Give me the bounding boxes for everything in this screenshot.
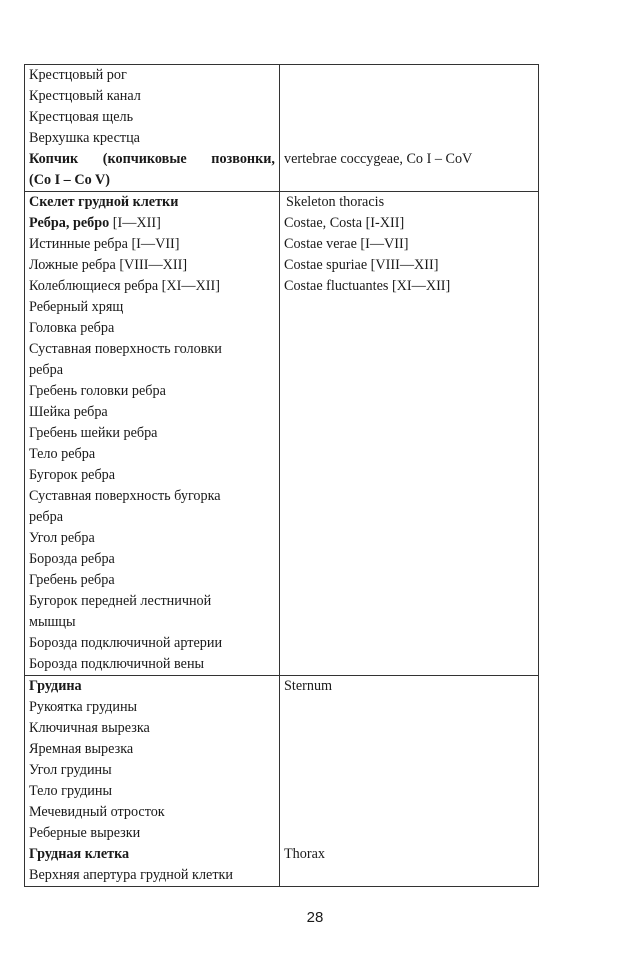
term-latin: Costae, Costa [I-XII] [284, 215, 405, 231]
section-heading-latin-thorax: Thorax [284, 846, 325, 862]
term-ru-ribs [29, 213, 275, 234]
blank-line [284, 739, 534, 760]
ribs-range: [I—XII] [109, 215, 161, 231]
term-ru: Мечевидный отросток [29, 804, 165, 820]
blank-line [284, 128, 534, 149]
term-ru: Верхняя апертура грудной клетки [29, 867, 234, 883]
russian-terms-cell [25, 676, 280, 887]
ribs-bold-label: Ребра, ребро [29, 215, 110, 231]
section-heading-latin: Skeleton thoracis [286, 194, 385, 210]
blank-line [284, 823, 534, 844]
term-ru: ребра [29, 362, 64, 378]
term-ru: Борозда подключичной вены [29, 656, 205, 672]
term-ru: Угол грудины [29, 762, 112, 778]
section-heading-ru: Скелет грудной клетки [29, 194, 179, 210]
term-ru: Реберные вырезки [29, 825, 141, 841]
term-ru: Ложные ребра [VIII—XII] [29, 257, 188, 273]
term-ru: Борозда ребра [29, 551, 115, 567]
term-latin-coccyx: vertebrae coccygeae, Co I – CoV [284, 151, 473, 167]
term-ru: Крестцовый рог [29, 67, 127, 83]
term-ru: Рукоятка грудины [29, 699, 138, 715]
term-ru: Гребень головки ребра [29, 383, 166, 399]
section-heading-ru-thorax: Грудная клетка [29, 846, 130, 862]
term-ru: Колеблющиеся ребра [XI—XII] [29, 278, 220, 294]
section-heading-latin: Sternum [284, 678, 333, 694]
term-ru: Тело грудины [29, 783, 113, 799]
term-ru: Угол ребра [29, 530, 95, 546]
russian-terms-cell [25, 192, 280, 676]
term-ru: Суставная поверхность бугорка [29, 488, 221, 504]
term-ru: Гребень шейки ребра [29, 425, 158, 441]
coccyx-word: Копчик [29, 151, 79, 167]
term-ru: Бугорок передней лестничной [29, 593, 212, 609]
latin-terms-cell [280, 192, 539, 676]
latin-terms-cell [280, 676, 539, 887]
term-ru: Шейка ребра [29, 404, 108, 420]
blank-line [284, 86, 534, 107]
term-ru: Крестцовый канал [29, 88, 141, 104]
term-ru: Гребень ребра [29, 572, 115, 588]
term-latin: Costae verae [I—VII] [284, 236, 409, 252]
term-ru: Бугорок ребра [29, 467, 116, 483]
term-ru: Яремная вырезка [29, 741, 134, 757]
section-heading-ru: Грудина [29, 678, 82, 694]
term-ru: Борозда подключичной артерии [29, 635, 223, 651]
coccyx-word: (копчиковые [102, 151, 187, 167]
anatomy-terms-table [24, 64, 539, 887]
blank-line [284, 781, 534, 802]
blank-line [284, 697, 534, 718]
term-ru: Тело ребра [29, 446, 96, 462]
term-ru: Суставная поверхность головки [29, 341, 222, 357]
blank-line [284, 107, 534, 128]
term-ru: Крестцовая щель [29, 109, 134, 125]
term-ru: Головка ребра [29, 320, 115, 336]
term-latin: Costae spuriae [VIII—XII] [284, 257, 439, 273]
table-row-ribs [25, 192, 539, 676]
page-number: 28 [306, 909, 324, 926]
term-ru: Ключичная вырезка [29, 720, 150, 736]
term-ru: Истинные ребра [I—VII] [29, 236, 180, 252]
latin-terms-cell [280, 65, 539, 192]
term-ru: мышцы [29, 614, 76, 630]
blank-line [284, 802, 534, 823]
term-latin: Costae fluctuantes [XI—XII] [284, 278, 451, 294]
russian-terms-cell [25, 65, 280, 192]
table-row-sternum [25, 676, 539, 887]
blank-line [284, 718, 534, 739]
term-ru: ребра [29, 509, 64, 525]
term-ru: Верхушка крестца [29, 130, 140, 146]
term-ru-coccyx-heading [29, 149, 275, 170]
term-ru-coccyx-range: (Co I – Co V) [29, 172, 110, 188]
coccyx-word: позвонки, [211, 151, 275, 167]
term-ru: Реберный хрящ [29, 299, 124, 315]
blank-line [284, 65, 534, 86]
table-row-sacrum [25, 65, 539, 192]
blank-line [284, 760, 534, 781]
